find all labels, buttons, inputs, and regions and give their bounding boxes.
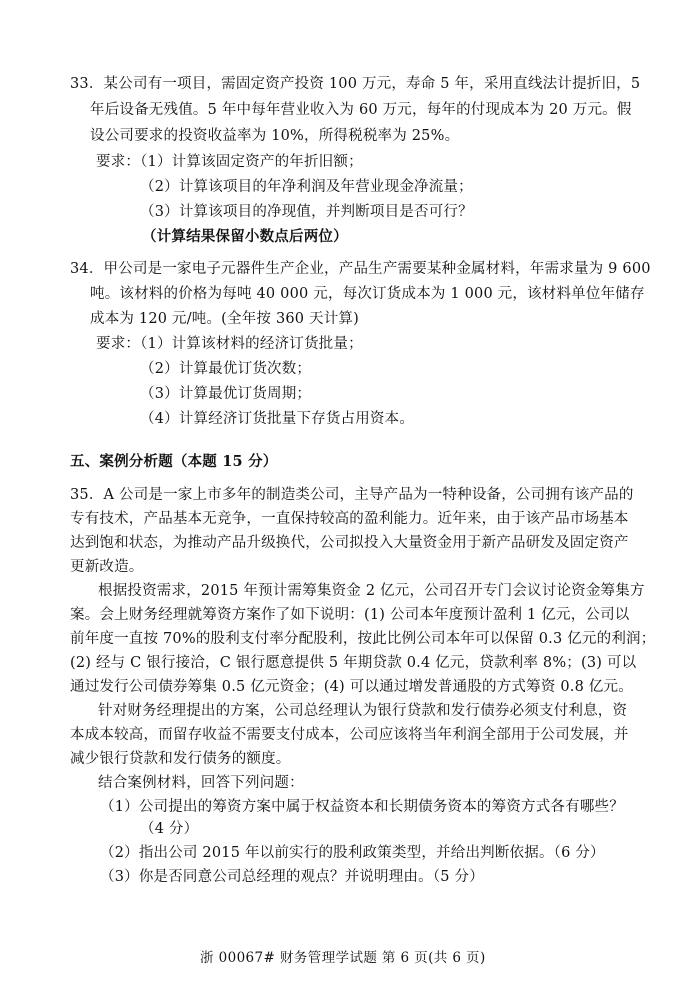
q35-p3-line-2: 本成本较高，而留存收益不需要支付成本，公司应该将当年利润全部用于公司发展，并 bbox=[70, 727, 629, 743]
q35-sub-question-2: （2）指出公司 2015 年以前实行的股利政策类型，并给出判断依据。（6 分） bbox=[100, 845, 605, 861]
q35-prompt: 结合案例材料，回答下列问题： bbox=[98, 775, 304, 791]
section-5-heading: 五、案例分析题（本题 15 分） bbox=[70, 453, 278, 470]
q33-requirement-2: （2）计算该项目的年净利润及年营业现金净流量； bbox=[140, 179, 473, 195]
q35-p1-line-1: 35．A 公司是一家上市多年的制造类公司，主导产品为一特种设备，公司拥有该产品的 bbox=[70, 487, 634, 503]
q35-sub-question-3: （3）你是否同意公司总经理的观点？并说明理由。（5 分） bbox=[100, 869, 484, 885]
q34-requirement-2: （2）计算最优订货次数； bbox=[140, 361, 312, 377]
q33-line-3: 设公司要求的投资收益率为 10%，所得税税率为 25%。 bbox=[90, 128, 460, 144]
q35-p2-line-4: (2) 经与 C 银行接洽，C 银行愿意提供 5 年期贷款 0.4 亿元，贷款利率 8%；(3) 可以 bbox=[70, 655, 637, 671]
q33-rounding-note: （计算结果保留小数点后两位） bbox=[142, 228, 348, 245]
q35-p2-line-3: 前年度一直按 70%的股利支付率分配股利，按此比例公司本年可以保留 0.3 亿元的利润； bbox=[70, 631, 656, 647]
q35-sub-question-1-points: （4 分） bbox=[140, 821, 199, 837]
q33-line-1: 33．某公司有一项目，需固定资产投资 100 万元，寿命 5 年，采用直线法计提折旧，5 bbox=[70, 76, 641, 92]
q35-p2-line-1: 根据投资需求，2015 年预计需筹集资金 2 亿元，公司召开专门会议讨论资金筹集方 bbox=[98, 583, 645, 599]
q34-line-3: 成本为 120 元/吨。(全年按 360 天计算) bbox=[90, 311, 359, 327]
q33-requirement-1: 要求：（1）计算该固定资产的年折旧额； bbox=[96, 154, 363, 170]
q33-line-2: 年后设备无残值。5 年中每年营业收入为 60 万元，每年的付现成本为 20 万元。假 bbox=[90, 102, 632, 118]
q35-p2-line-5: 通过发行公司债券筹集 0.5 亿元资金；(4) 可以通过增发普通股的方式筹资 0.8 亿元。 bbox=[70, 679, 633, 695]
q35-p3-line-3: 减少银行贷款和发行债务的额度。 bbox=[70, 751, 291, 767]
q34-line-2: 吨。该材料的价格为每吨 40 000 元，每次订货成本为 1 000 元，该材料单位年储存 bbox=[90, 286, 645, 302]
q35-sub-question-1: （1）公司提出的筹资方案中属于权益资本和长期债务资本的筹资方式各有哪些？ bbox=[100, 799, 624, 815]
q35-p3-line-1: 针对财务经理提出的方案，公司总经理认为银行贷款和发行债券必须支付利息，资 bbox=[98, 703, 628, 719]
q34-requirement-4: （4）计算经济订货批量下存货占用资本。 bbox=[140, 411, 415, 427]
q35-p1-line-2: 专有技术，产品基本无竞争，一直保持较高的盈利能力。近年来，由于该产品市场基本 bbox=[70, 511, 629, 527]
q35-p1-line-4: 更新改造。 bbox=[70, 559, 144, 575]
q34-line-1: 34．甲公司是一家电子元器件生产企业，产品生产需要某种金属材料，年需求量为 9 600 bbox=[70, 261, 651, 277]
q34-requirement-3: （3）计算最优订货周期； bbox=[140, 386, 312, 402]
page-footer: 浙 00067# 财务管理学试题 第 6 页(共 6 页) bbox=[200, 950, 486, 966]
q35-p2-line-2: 案。会上财务经理就筹资方案作了如下说明：(1) 公司本年度预计盈利 1 亿元，公司以 bbox=[70, 607, 630, 623]
q33-requirement-3: （3）计算该项目的净现值，并判断项目是否可行？ bbox=[140, 204, 473, 220]
q34-requirement-1: 要求：（1）计算该材料的经济订货批量； bbox=[96, 336, 363, 352]
q35-p1-line-3: 达到饱和状态，为推动产品升级换代，公司拟投入大量资金用于新产品研发及固定资产 bbox=[70, 535, 629, 551]
